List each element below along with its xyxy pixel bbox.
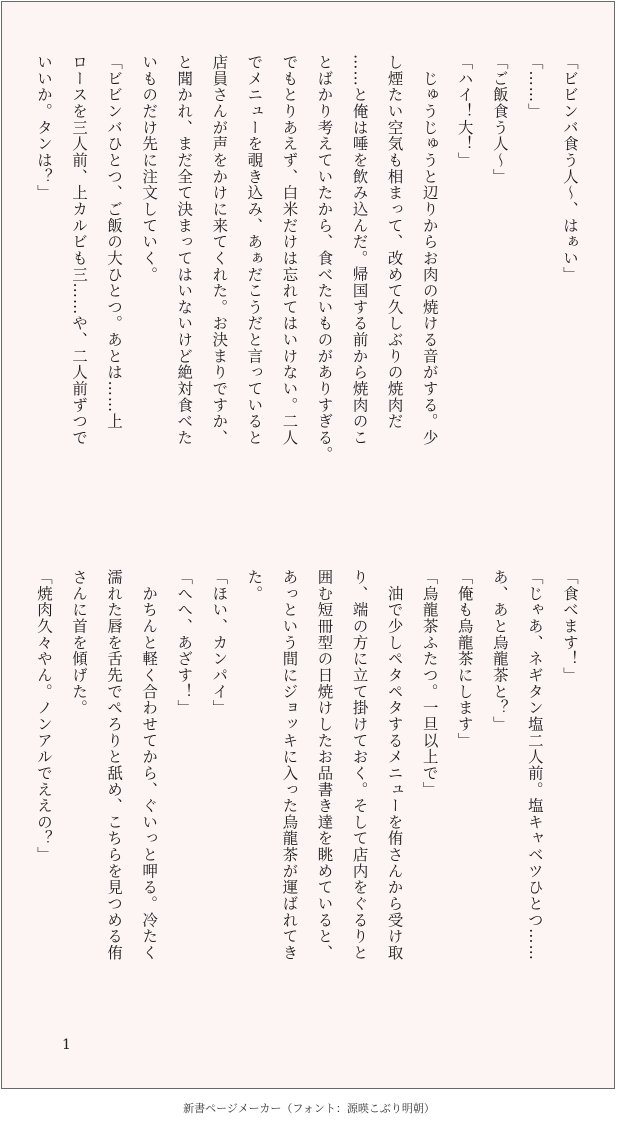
text-line: 「食べます！」 (560, 569, 579, 684)
text-line: と聞かれ、まだ全て決まってはいないけど絶対食べた (175, 54, 194, 446)
text-line: でメニューを覗き込み、あぁだこうだと言っていると (245, 54, 264, 446)
text-line: 「……」 (525, 54, 544, 120)
book-page (1, 1, 615, 1089)
text-line: 「烏龍茶ふたつ。一旦以上で」 (420, 569, 439, 798)
text-line: し煙たい空気も相まって、改めて久しぶりの焼肉だ (385, 54, 404, 430)
upper-text-column-band (32, 54, 582, 529)
text-line: でもとりあえず、白米だけは忘れてはいけない。二人 (280, 54, 299, 446)
text-line: た。 (245, 569, 264, 602)
text-line: 店員さんが声をかけに来てくれた。お決まりですか、 (210, 54, 229, 446)
text-line: かちんと軽く合わせてから、ぐいっと呷る。冷たく (140, 569, 159, 961)
text-line: り、端の方に立て掛けておく。そして店内をぐるりと (350, 569, 369, 961)
text-line: 「ビビンバひとつ、ご飯の大ひとつ。あとは……上 (105, 54, 124, 430)
text-line: 「ほい、カンパイ」 (210, 569, 229, 716)
page-number: 1 (62, 1037, 71, 1053)
text-line: 「俺も烏龍茶にします」 (455, 569, 474, 749)
lower-text-column-band (32, 569, 582, 1049)
text-line: 油で少しペタペタするメニューを侑さんから受け取 (385, 569, 404, 961)
footer-credit: 新書ページメーカー（フォント：源暎こぶり明朝） (183, 1102, 435, 1115)
text-line: 「ご飯食う人〜」 (490, 54, 509, 185)
text-line: 濡れた唇を舌先でぺろりと舐め、こちらを見つめる侑 (105, 569, 124, 961)
text-line: ……と俺は唾を飲み込んだ。帰国する前から焼肉のこ (350, 54, 369, 446)
text-line: 「へへ、あざす！」 (175, 569, 194, 716)
text-line: ロースを三人前、上カルビも三……や、二人前ずつで (70, 54, 89, 446)
text-line: あ、あと烏龍茶と？」 (490, 569, 509, 733)
text-line: いものだけ先に注文していく。 (140, 54, 159, 283)
text-line: いいか。タンは？」 (35, 54, 53, 201)
text-line: とばかり考えていたから、食べたいものがありすぎる。 (315, 54, 334, 463)
text-line: 「ビビンバ食う人〜、はぁい」 (560, 54, 579, 283)
text-line: 「じゃあ、ネギタン塩二人前。塩キャベツひとつ…… (525, 569, 544, 961)
text-line: さんに首を傾げた。 (70, 569, 89, 716)
text-line: 「ハイ！大！」 (455, 54, 474, 169)
text-line: 囲む短冊型の日焼けしたお品書き達を眺めていると、 (315, 569, 334, 961)
text-line: 「焼肉久々やん。ノンアルでええの？」 (35, 569, 53, 863)
text-line: じゅうじゅうと辺りからお肉の焼ける音がする。少 (420, 54, 439, 446)
text-line: あっという間にジョッキに入った烏龍茶が運ばれてき (280, 569, 299, 961)
